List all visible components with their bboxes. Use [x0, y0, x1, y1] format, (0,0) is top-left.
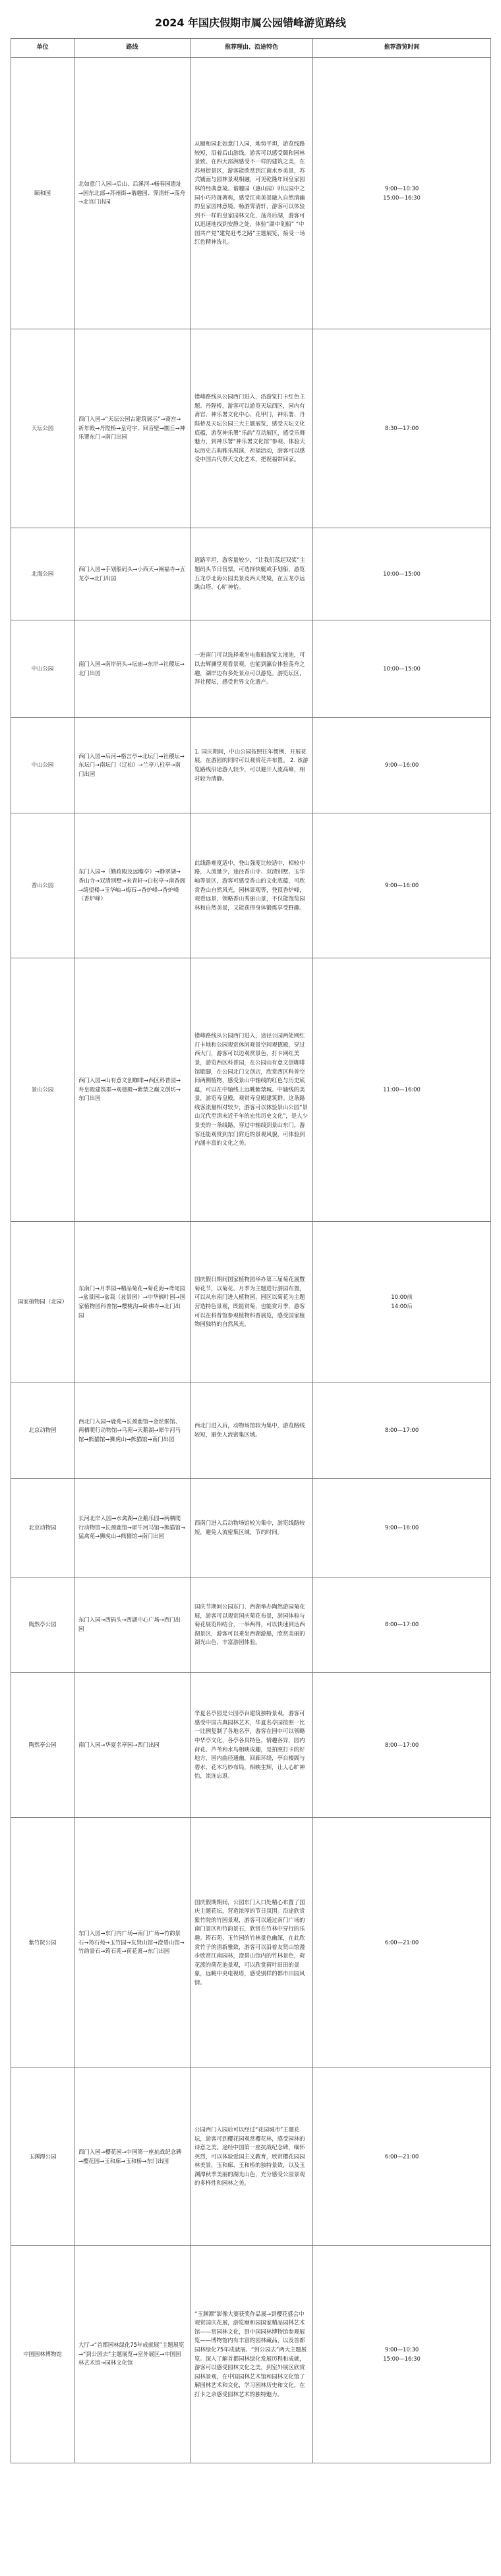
table-row: [11, 1818, 491, 2068]
table-header-row: [11, 39, 491, 58]
table-row: [11, 1673, 491, 1818]
table-row: [11, 528, 491, 620]
time-cell: 9:00—16:00: [313, 1479, 491, 1577]
route-cell: 南门入园→华夏名亭园→西门出园: [74, 1673, 191, 1818]
table-row: [11, 813, 491, 958]
reason-cell: 一进南门可以选择乘坐电瓶船游览太液池，可以去辉澜堂观看景观，也能到瀛台体验荡舟之趣，湖岸边有多处景点可以游览。游览坛区，拜社稷坛，感受世界文化遗产。: [191, 620, 313, 718]
table-row: [11, 58, 491, 329]
header-unit: 单位: [11, 39, 74, 58]
table-row: [11, 1479, 491, 1577]
time-cell: 8:00—17:00: [313, 1577, 491, 1673]
table-row: [11, 2068, 491, 2246]
reason-cell: 国庆假日期间国家植物园举办第三届菊花展暨菊花节，以菊花、月季为主题进行游园布置，可以从东南门进入植物园，园区以菊花为主题营造特色景观，既能赏菊，也能赏月季，游客可以在科普馆参观植物科普展览，感受国家植物园独特的自然风光。: [191, 1222, 313, 1383]
time-cell: 9:00—10:30 15:00—16:30: [313, 2246, 491, 2463]
reason-cell: 1. 国庆期间，中山公园按照往年惯例，开展花展，在游园的同时可以观赏花卉布置。 2. 该游览路线沿途游人较少，可以避开人流高峰，相对较为清静。: [191, 718, 313, 813]
route-table: [11, 38, 491, 2463]
time-cell: 6:00—21:00: [313, 2068, 491, 2246]
time-cell: 11:00—16:00: [313, 958, 491, 1222]
route-cell: 北如意门入园→后山、后溪河→畅春园遗址→园东北部→苏州街→谐趣园、霁清轩→荡舟→北宫门出园: [74, 58, 191, 329]
route-cell: 西门入园→手划船码头→小西天→阐福寺→五龙亭→北门出园: [74, 528, 191, 620]
reason-cell: 西南门进入后动物场馆较为集中，游览线路较短，避免人流密集区域，节约时间。: [191, 1479, 313, 1577]
time-cell: 9:00—10:30 15:00—16:30: [313, 58, 491, 329]
unit-cell: 中国园林博物馆: [11, 2246, 74, 2463]
unit-cell: 中山公园: [11, 718, 74, 813]
time-cell: 10:00—15:00: [313, 528, 491, 620]
reason-cell: 错峰路线从公园西门进入，途径公园两处网红打卡地和公园观赏休闲观景空间观德殿，穿过西大门，游客可以边观赏景色，打卡网红美景，游览西区科普园，在公园山有意文创咖啡馆歇脚，在公园北门文创店，欣赏西区科普空间两侧植物，感受景山中轴线的红色与历史底蕴，可以在中轴线上远眺紫禁城、中轴线的美景，游览寿皇殿，观赏寿皇殿建筑群。这条路线客流量相对较少，游客可以体验景山公园“景山元代至清末近千年的宏伟历史文化”，是人少景美的一条线路，穿过中轴线到景山东门，游客还能观赏到东门附近的景观风貌，可体验到内涵丰富的文化之美。: [191, 958, 313, 1222]
unit-cell: 北海公园: [11, 528, 74, 620]
route-cell: 西北门入园→鹿苑→长颈鹿馆→金丝猴馆、两栖爬行动物馆→乌苑→天鹅湖→犀牛河马馆→熊猫馆→狮虎山→熊猫馆→南门出园: [74, 1383, 191, 1479]
table-row: [11, 1383, 491, 1479]
unit-cell: 景山公园: [11, 958, 74, 1222]
header-reason: 推荐理由、沿途特色: [191, 39, 313, 58]
unit-cell: 国家植物园（北园）: [11, 1222, 74, 1383]
unit-cell: 紫竹院公园: [11, 1818, 74, 2068]
reason-cell: 西北门进入后，动物场馆较为集中，游览路线较短，避免人流密集区域。: [191, 1383, 313, 1479]
time-cell: 8:00—17:00: [313, 1673, 491, 1818]
route-cell: 大厅→“首都园林绿化75年成就展”主题展览→“到公园去”主题展览→室外展区→中国园林艺术馆→园林文化馆: [74, 2246, 191, 2463]
route-cell: 东门入园→东门内广场→南门广场→竹韵景石→筠石苑→玉竹园→友贤山馆→澄碧山馆→竹韵景石→筠石苑→荷花渡→东门出园: [74, 1818, 191, 2068]
route-cell: 西门入园→樱花园→中国第一座抗战纪念碑→樱花园→玉和廊→玉和桥→东门出园: [74, 2068, 191, 2246]
table-row: [11, 1577, 491, 1673]
table-row: [11, 718, 491, 813]
table-row: [11, 620, 491, 718]
time-cell: 8:00—17:00: [313, 1383, 491, 1479]
table-row: [11, 1222, 491, 1383]
unit-cell: 天坛公园: [11, 329, 74, 528]
reason-cell: 从颐和园北如意门入园，地势平坦，游览线路较短，沿着后山游线，游客可以感受颐和园林景致。在四大部洲感受不一样的建筑之美，在苏州街景区，游客能欣赏到江南水乡美景，苏式铺面与园林景观相融，可见乾隆年间皇家园林的经典意境。谐趣园（惠山园）则以园中之园小巧玲珑著称，感受江南美景融入自然清幽的皇家园林意境，畅游霁清轩，游客可以体验到不一样的皇家园林文化，荡舟后湖，游客可以迅速地找到安静之处，体验“湖中划船” “中国共产党”建党赶考之路”主题展览，接受一场红色精神洗礼。: [191, 58, 313, 329]
route-cell: 西门入园→后河→格言亭→北坛门→社稷坛→东坛门→南坛门（辽柏）→兰亭八柱亭→南门出园: [74, 718, 191, 813]
time-cell: 10:00前 14:00后: [313, 1222, 491, 1383]
time-cell: 10:00—15:00: [313, 620, 491, 718]
time-cell: 8:30—17:00: [313, 329, 491, 528]
reason-cell: 公园西门入园后可以经过“花园城市”主题花坛，游客可到樱花园观赏樱花林，感受园林的诗意之美。途经中国第一座抗战纪念碑，缅怀英烈，可以体验爱国主义教育，欣赏樱花园园林美景，玉和廊、玉和桥的独特景致，以及玉渊潭秋季美丽的湖光山色，充分感受公园景观的多样性和园林之美。: [191, 2068, 313, 2246]
unit-cell: 香山公园: [11, 813, 74, 958]
reason-cell: “玉渊潭”影像大赛获奖作品展→到樱花盛会中观赏国庆花展，游览颐和园国家精品园林艺术馆——赏园林文化，到中国园林博物馆参观展览——博物馆内有丰富的园林藏品，以及首都园林绿化75年成就展、“到公园去”两大主题展览。深入了解首都园林绿化发展历程和成就，游客可以感受园林文化之美，到室外展区欣赏园林景观，在中国园林艺术馆和园林文化馆了解园林艺术和文化，学习园林历史和文化，在打卡之余感受园林艺术的独特魅力。: [191, 2246, 313, 2463]
header-time: 推荐游览时间: [313, 39, 491, 58]
route-cell: 东门入园→（勤政殿及远瞻亭）→静翠湖→香山寺→双清别墅→来青轩→白松亭→南香阁→绮望楼→玉华岫→梅石→香炉峰→香炉峰（香炉峰）: [74, 813, 191, 958]
reason-cell: 错峰路线从公园西门进入，沿游览打卡红色主题、丹陛桥，游客可以游览天坛西区，园内有斋宫、神乐署文化中心、花甲门，神乐署、丹陛桥及天坛公园三大主题展览，感受天坛文化底蕴，游览神乐署“乐韵”互动展区，感受乐舞魅力，到神乐署“神乐署文化馆”参观、体验天坛历史古典雅乐展演，祈福活动，游客可以感受中国古代祭天文化艺术，把祝福带回家。: [191, 329, 313, 528]
table-row: [11, 958, 491, 1222]
route-cell: 南门入园→南岸码头→坛庙→东岸→社稷坛→北门出园: [74, 620, 191, 718]
unit-cell: 中山公园: [11, 620, 74, 718]
reason-cell: 国庆节期间公园东门、西湖举办陶然游园菊花展，游客可以观赏国庆菊花布景，游园体验与菊花展览相结合，一举两得，可以快速到达西湖景区，游客可以乘坐西湖游船，欣赏美丽的湖光山色，丰富游园体验。: [191, 1577, 313, 1673]
page-title: 2024 年国庆假期市属公园错峰游览路线: [154, 16, 347, 29]
table-row: [11, 2246, 491, 2463]
time-cell: 9:00—16:00: [313, 718, 491, 813]
unit-cell: 北京动物园: [11, 1479, 74, 1577]
reason-cell: 国庆假期期间，公园东门入口处精心布置了国庆主题花坛，营造浓厚的节日氛围。沿途欣赏紫竹院的竹园景观，游客可以通过南门广场的南门景区和竹韵景石，欣赏在竹林中穿行的乐趣。筠石苑、玉竹园的竹林景色幽深，在此欣赏竹子的清新雅致，游客可以沿着友贤山馆漫步欣赏江南园林，澄碧山馆内的竹林景色，荷花渡的荷花池景观，可以欣赏荷叶田田的景象，远眺中央电视塔，感受别样的都市田园风情。: [191, 1818, 313, 2068]
unit-cell: 陶然亭公园: [11, 1673, 74, 1818]
reason-cell: 此线路难度适中，登山强度比较适中，相较中路，人流量少，途径香山寺、双清别墅、玉华岫等景区，游客可感受香山的文化底蕴，可欣赏香山自然风光，园林景观等，登顶香炉峰，观看远景，领略香山秀丽山景，不仅能饱览园林和自然美景，又能获得身体锻炼享受野趣。: [191, 813, 313, 958]
reason-cell: 华夏名亭园是公园亭台建筑独特景观，游客可感受中国古典园林艺术，华夏名亭园按照一比一比例复制了各地名亭，游客在园中可以领略中华亭文化，各亭各具特色，情趣各异，园内荷花、芦苇和水鸟相映成趣，是拍照打卡的好地方，园内曲径通幽，回廊环绕，亭台楼阁与碧水、花木巧妙布局，相映生辉，让人心旷神怡，流连忘返。: [191, 1673, 313, 1818]
header-route: 路线: [74, 39, 191, 58]
route-cell: 西门入园→山有意文创咖啡→西区科普园→寿皇殿建筑群→观德殿→紫禁之巅文创坊→东门出园: [74, 958, 191, 1222]
time-cell: 9:00—16:00: [313, 813, 491, 958]
unit-cell: 玉渊潭公园: [11, 2068, 74, 2246]
unit-cell: 陶然亭公园: [11, 1577, 74, 1673]
time-cell: 6:00—21:00: [313, 1818, 491, 2068]
route-cell: 长河北岸入园→水禽湖→企鹅乐园→两栖爬行动物馆→长颈鹿馆→犀牛河马馆→熊猫馆→猛禽苑→狮虎山→熊猫馆→南门出园: [74, 1479, 191, 1577]
route-cell: 东南门→月季园→精品菊花→菊花海→鸢尾园→盆景园→盆栽（盆景园）→中华枫叶园→国家植物园科普馆→樱桃沟→卧佛寺→北门出园: [74, 1222, 191, 1383]
route-cell: 东门入园→西码头→西湖中心广场→西门出园: [74, 1577, 191, 1673]
unit-cell: 北京动物园: [11, 1383, 74, 1479]
table-row: [11, 329, 491, 528]
unit-cell: 颐和园: [11, 58, 74, 329]
route-cell: 西门入园→“天坛公园古建筑展示”→斋宫→祈年殿→丹陛桥→皇穹宇、回音壁→圜丘→神乐署东门→南门出园: [74, 329, 191, 528]
reason-cell: 道路平坦，游客量较少，“让我们荡起双桨”主题码头节日售票，可选择快艇或手划船，游览五龙亭北海公园美景及西天梵境，在五龙亭远眺白塔、心旷神怡。: [191, 528, 313, 620]
